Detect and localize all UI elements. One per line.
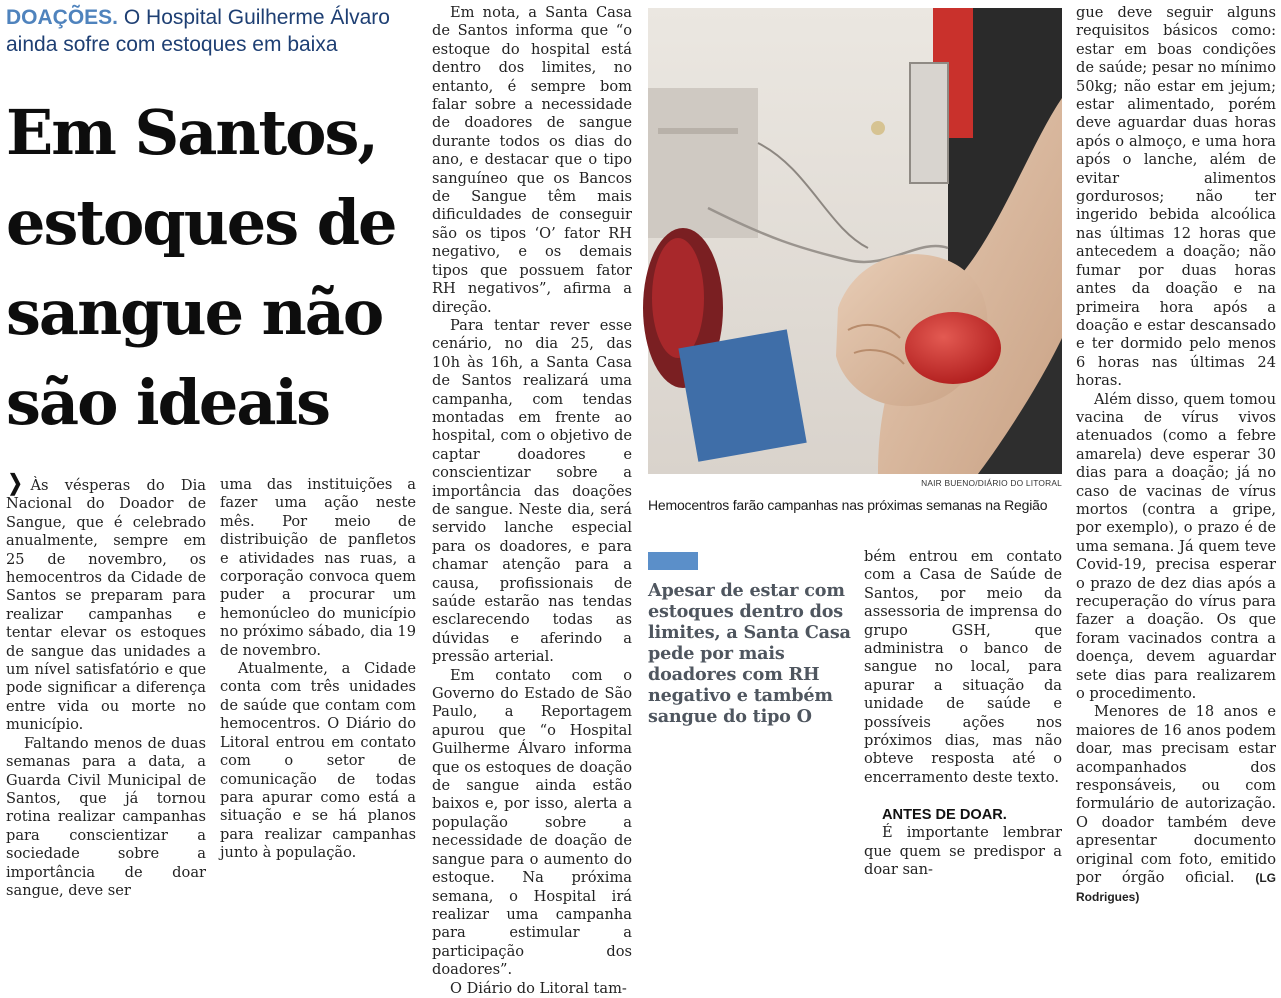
- article-column-4: [864, 548, 1062, 880]
- article-column-5: [1076, 4, 1276, 906]
- section-subhead: ANTES DE DOAR.: [882, 807, 1007, 824]
- paragraph: Para tentar rever esse cenário, no dia 25, das 10h às 16h, a Santa Casa de Santos realizará uma campanha, com tendas montadas em frente ao hospital, com o objetivo de captar doadores e conscientizar sobre a importância das doações de sangue. Neste dia, será servido lanche especial para os doadores, e para chamar atenção para a causa, profissionais de saúde estarão nas tendas esclarecendo todas as dúvidas e aferindo a pressão arterial.: [432, 316, 632, 666]
- paragraph: Atualmente, a Cidade conta com três unidades de saúde que contam com hemocentros. O Diário do Litoral entrou em contato com o setor de comunicação de todas para apurar como está a situação e se há planos para realizar campanhas junto à população.: [220, 660, 416, 862]
- chevron-right-icon: ❯: [7, 470, 23, 495]
- article-column-3: [432, 4, 632, 998]
- lead-paragraph: [6, 470, 206, 735]
- paragraph-text: Menores de 18 anos e maiores de 16 anos podem doar, mas precisam estar acompanhados dos responsáveis, ou com formulário de autorização. O doador também deve apresentar documento original com foto, emitido por órgão oficial.: [1076, 703, 1276, 887]
- kicker-text: O Hospital Guilherme Álvaro ainda sofre com estoques em baixa: [6, 6, 390, 56]
- author-signature: (LG Rodrigues): [1076, 871, 1277, 904]
- paragraph: gue deve seguir alguns requisitos básicos como: estar em boas condições de saúde; pesar no mínimo 50kg; não estar em jejum; estar alimentado, porém deve aguardar duas horas após o almoço, e uma hora após o lanche, além de evitar alimentos gordurosos; não ter ingerido bebida alcoólica nas últimas 12 horas que antecedem a doação; não fumar por duas horas antes da doação e na primeira hora após a doação e estar descansado e ter dormido pelo menos 6 horas nas últimas 24 horas.: [1076, 4, 1276, 390]
- blood-donation-photo: [648, 8, 1062, 474]
- paragraph: Além disso, quem tomou vacina de vírus vivos atenuados (como a febre amarela) deve esperar 30 dias para a doação; já no caso de vacinas de vírus mortos (contra a gripe, por exemplo), o prazo é de uma semana. Já quem teve Covid-19, precisa esperar o prazo de dez dias após a recuperação do vírus para fazer a doação. Os que foram vacinados contra a doença, devem aguardar sete dias para realizarem o procedimento.: [1076, 390, 1276, 703]
- article-column-1: [6, 470, 206, 900]
- paragraph: É importante lembrar que quem se predispor a doar san-: [864, 824, 1062, 879]
- paragraph: Em nota, a Santa Casa de Santos informa que “o estoque do hospital está dentro dos limites, no entanto, é sempre bom falar sobre a necessidade de doadores de sangue durante todos os dias do ano, e destacar que o tipo sanguíneo que os Bancos de Sangue têm mais dificuldades de conseguir são os tipos ‘O’ fator RH negativo, e os demais tipos que possuem fator RH negativos”, afirma a direção.: [432, 4, 632, 316]
- paragraph: bém entrou em contato com a Casa de Saúde de Santos, por meio da assessoria de imprensa do grupo GSH, que administra o banco de sangue no local, para apurar a situação da unidade de saúde e possíveis ações nos próximos dias, mas não obteve resposta até o encerramento deste texto.: [864, 548, 1062, 786]
- paragraph: O Diário do Litoral tam-: [450, 979, 627, 997]
- kicker-tag: DOAÇÕES.: [6, 6, 119, 29]
- photo-caption: Hemocentros farão campanhas nas próximas semanas na Região: [648, 497, 1048, 513]
- kicker: [6, 4, 416, 58]
- pullquote: Apesar de estar com estoques dentro dos limites, a Santa Casa pede por mais doadores com RH negativo e também sangue do tipo O: [648, 580, 851, 727]
- paragraph: Em contato com o Governo do Estado de São Paulo, a Reportagem apurou que “o Hospital Guilherme Álvaro informa que os estoques de doação de sangue ainda estão baixos e, por isso, alerta a população sobre a necessidade de doação de sangue para o aumento do estoque. Na próxima semana, o Hospital irá realizar uma campanha para estimular a participação dos doadores”.: [432, 666, 632, 979]
- paragraph: [1076, 703, 1276, 905]
- paragraph: Faltando menos de duas semanas para a data, a Guarda Civil Municipal de Santos, que já tornou rotina realizar campanhas para conscientizar a sociedade sobre a importância de doar sangue, deve ser: [6, 734, 206, 899]
- photo-illustration: [648, 8, 1062, 474]
- headline: Em Santos, estoques de sangue não são ideais: [6, 96, 396, 439]
- pullquote-accent-bar: [648, 552, 698, 570]
- lead-paragraph-text: Às vésperas do Dia Nacional do Doador de Sangue, que é celebrado anualmente, sempre em 25 de novembro, os hemocentros da Cidade de Santos se preparam para realizar campanhas e tentar elevar os estoques de sangue das unidades a um nível satisfatório e que pode significar a diferença entre vida ou morte no município.: [6, 477, 206, 734]
- article-column-2: [220, 476, 416, 863]
- photo-credit: NAIR BUENO/DIÁRIO DO LITORAL: [921, 478, 1062, 488]
- paragraph: uma das instituições a fazer uma ação neste mês. Por meio de distribuição de panfletos e atividades nas ruas, a corporação convoca quem puder a procurar um hemonúcleo do município no próximo sábado, dia 19 de novembro.: [220, 476, 416, 659]
